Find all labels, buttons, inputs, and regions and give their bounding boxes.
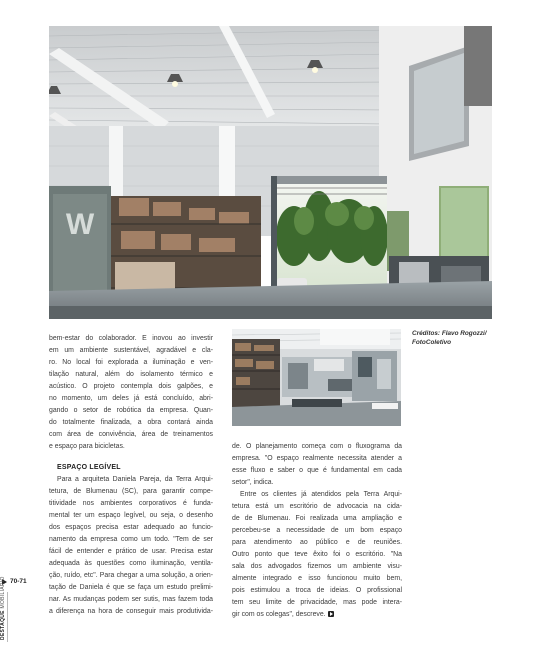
article-column-left xyxy=(49,333,213,618)
text-line: nar. As mudanças podem ser sutis, mas fazem toda xyxy=(49,596,213,603)
text-line: com área de convivência, área de treinamentos xyxy=(49,431,213,438)
side-divider xyxy=(7,592,8,642)
paragraph-espaco-legivel xyxy=(49,474,213,618)
text-line: Para a arquiteta Daniela Pareja, da Terra Arqui- xyxy=(57,476,213,483)
text-line-final xyxy=(232,609,402,621)
text-line: Entre os clientes já atendidos pela Terra Arqui- xyxy=(240,491,402,498)
credits-line-2: FotoColetivo xyxy=(412,339,452,346)
workshop-photo xyxy=(232,329,401,426)
logo-mark: W xyxy=(65,208,95,241)
workshop-photo-graphic xyxy=(232,329,401,426)
article-column-right xyxy=(232,441,402,621)
text-line: empresa. "O espaço realmente necessita atender a xyxy=(232,455,402,462)
text-line: bem-estar do colaborador. E inovou ao investir xyxy=(49,335,213,342)
text-line: fácil de entender e prático de usar. Precisa estar xyxy=(49,548,213,555)
text-line: pois estimulou a troca de ideias. O profissional xyxy=(232,587,402,594)
text-line: e espaço para bicicletas. xyxy=(49,443,125,450)
text-line: acústico. O projeto contempla dois galpões, e xyxy=(49,383,213,390)
text-line: do totalmente finalizada, a obra contará ainda xyxy=(49,419,213,426)
paragraph-planejamento xyxy=(232,441,402,489)
text-line: para atendimento ao público e de reuniões. xyxy=(232,539,402,546)
text-line: de de Blumenau. Foi realizada uma ampliação e xyxy=(232,515,402,522)
credits-line-1: Créditos: Flavo Rogozzi/ xyxy=(412,330,487,337)
photo-credits xyxy=(412,329,522,347)
warehouse-photo-graphic xyxy=(49,26,492,319)
text-line: tilação natural, além do isolamento térmico e xyxy=(49,371,213,378)
text-line: ção, ruído, etc". Para chegar a uma solução, a orien- xyxy=(49,572,213,579)
paragraph-intro xyxy=(49,333,213,453)
text-line: dos espaços precisa estar adequado ao funcio- xyxy=(49,524,213,531)
text-line: namento da empresa como um todo. "Tem de ser xyxy=(49,536,213,543)
text-line: almente integrado e isso funcionou muito bem, xyxy=(232,575,402,582)
magazine-section: MOBILIÁRIO xyxy=(0,576,6,609)
text-line: adequada às questões como iluminação, ventila- xyxy=(49,560,213,567)
text-line: esse fluxo e saber o que é fundamental em cada xyxy=(232,467,402,474)
text-line: ro. No local foi explorada a iluminação e ven- xyxy=(49,359,213,366)
paragraph-clientes xyxy=(232,489,402,621)
text-line: de. O planejamento começa com o fluxograma da xyxy=(232,443,402,450)
warehouse-photo xyxy=(49,26,492,319)
text-line: no momento, um deles já está concluído, abri- xyxy=(49,395,213,402)
section-heading: ESPAÇO LEGÍVEL xyxy=(57,464,121,471)
magazine-section-label xyxy=(0,576,6,640)
final-text: gir com os colegas", descreve. xyxy=(232,611,326,618)
text-line: Outro ponto que teve êxito foi o escritório. "Na xyxy=(232,551,402,558)
text-line: gando o setor de robótica da empresa. Quan- xyxy=(49,407,213,414)
text-line: tem seu limite de privacidade, mas pode intera- xyxy=(232,599,402,606)
page-number: 70-71 xyxy=(10,578,27,585)
text-line: mental ter um espaço legível, ou seja, o desenho xyxy=(49,512,213,519)
text-line: tetura, de Blumenau (SC), para garantir compe- xyxy=(49,488,213,495)
text-line: sala dos advogados fizemos um ambiente visu- xyxy=(232,563,402,570)
end-of-article-icon xyxy=(328,611,334,617)
text-line: tetura está um escritório de advocacia na cida- xyxy=(232,503,402,510)
text-line: setor", indica. xyxy=(232,479,274,486)
text-line: tação de Daniela é que se faça um estudo prelimi- xyxy=(49,584,213,591)
text-line: percebeu-se a necessidade de um bom espaço xyxy=(232,527,402,534)
text-line: titividade nos ambientes corporativos é funda- xyxy=(49,500,213,507)
magazine-name: DESTAQUE xyxy=(0,610,6,640)
text-line: a diferença na hora de conseguir mais produtivida- xyxy=(49,608,213,615)
text-line: em um ambiente sustentável, agradável e cla- xyxy=(49,347,213,354)
